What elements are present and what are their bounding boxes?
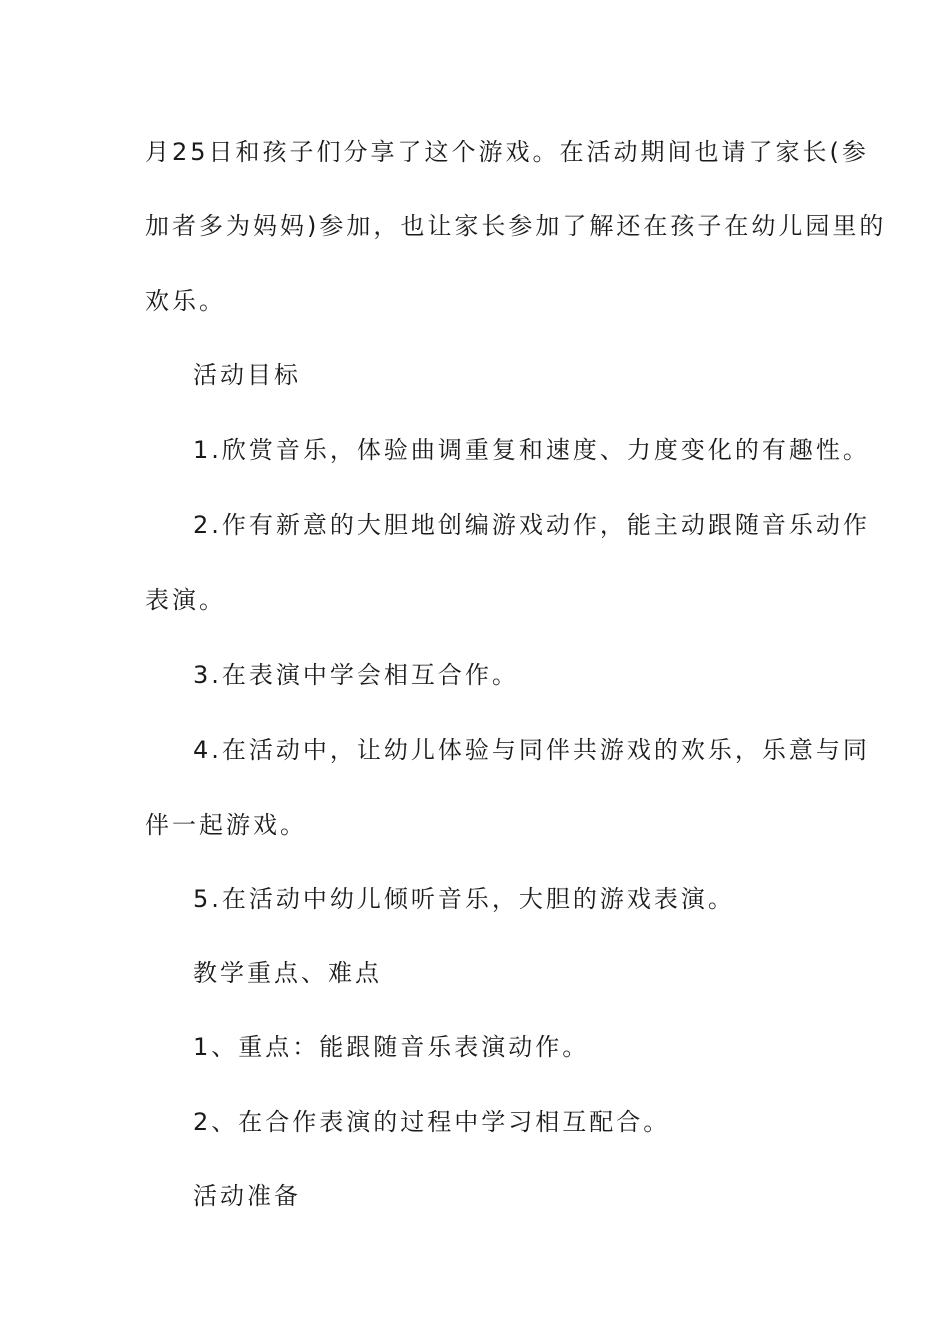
paragraph-line: 加者多为妈妈)参加，也让家长参加了解还在孩子在幼儿园里的 [145,212,887,240]
list-item: 2.作有新意的大胆地创编游戏动作，能主动跟随音乐动作 [193,511,870,539]
list-item-continuation: 表演。 [145,586,226,614]
section-heading: 活动目标 [193,361,301,389]
list-item: 1、重点：能跟随音乐表演动作。 [193,1033,590,1061]
list-item-continuation: 伴一起游戏。 [145,811,307,839]
list-item: 5.在活动中幼儿倾听音乐，大胆的游戏表演。 [193,885,735,913]
paragraph-line: 月25日和孩子们分享了这个游戏。在活动期间也请了家长(参 [145,138,869,166]
list-item: 4.在活动中，让幼儿体验与同伴共游戏的欢乐，乐意与同 [193,736,870,764]
list-item: 2、在合作表演的过程中学习相互配合。 [193,1108,671,1136]
list-item: 3.在表演中学会相互合作。 [193,661,519,689]
section-heading: 教学重点、难点 [193,959,382,987]
paragraph-line: 欢乐。 [145,287,226,315]
list-item: 1.欣赏音乐，体验曲调重复和速度、力度变化的有趣性。 [193,436,870,464]
section-heading: 活动准备 [193,1182,301,1210]
